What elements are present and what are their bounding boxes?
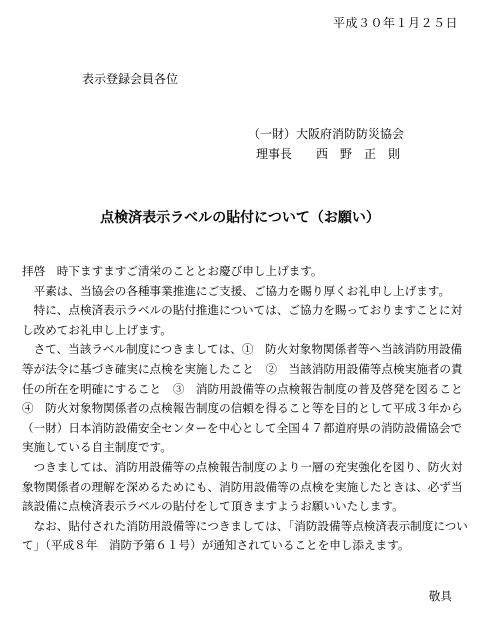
sender-organization: （一財）大阪府消防防災協会 [248, 127, 405, 141]
sender-representative: 理事長 西 野 正 則 [256, 147, 401, 161]
paragraph-request: つきましては、消防用設備等の点検報告制度のより一層の充実強化を図り、防火対象物関係者の理解を深めるためにも、消防用設備等の点検を実施したときは、必ず当該設備に点検済表示ラベルの貼付をして頂きますようお願いいたします。 [22, 459, 463, 514]
document-date: 平成３０年１月２５日 [332, 16, 458, 30]
closing-salutation: 敬具 [428, 589, 452, 603]
paragraph-notice: なお、貼付された消防用設備等につきましては、「消防設備等点検済表示制度について」（平成８年 消防予第６１号）が通知されていることを申し添えます。 [22, 518, 468, 553]
recipient-line: 表示登録会員各位 [82, 72, 179, 86]
paragraph-system-purpose: さて、当該ラベル制度につきましては、① 防火対象物関係者等へ当該消防用設備等が法令に基づき確実に点検を実施したこと ② 当該消防用設備等点検実施者の責任の所在を明確にすること ③ 消防用設備等の点検報告制度の普及啓発を図ること ④ 防火対象物関係者の点検報告制度の信頼を得ること等を目的として平成３年から（一財）日本消防設備安全センターを中心として全国４７都道府県の消防設備協会で実施している自主制度です。 [22, 342, 475, 455]
document-body [22, 262, 475, 556]
paragraph-label-thanks: 特に、点検済表示ラベルの貼付推進については、ご協力を賜っておりますことに対し改めてお礼申し上げます。 [22, 303, 463, 337]
paragraph-greeting: 拝啓 時下ますますご清栄のこととお慶び申し上げます。 [22, 264, 323, 278]
paragraph-thanks: 平素は、当協会の各種事業推進にご支援、ご協力を賜り厚くお礼申し上げます。 [33, 283, 451, 298]
document-title: 点検済表示ラベルの貼付について（お願い） [100, 210, 380, 226]
